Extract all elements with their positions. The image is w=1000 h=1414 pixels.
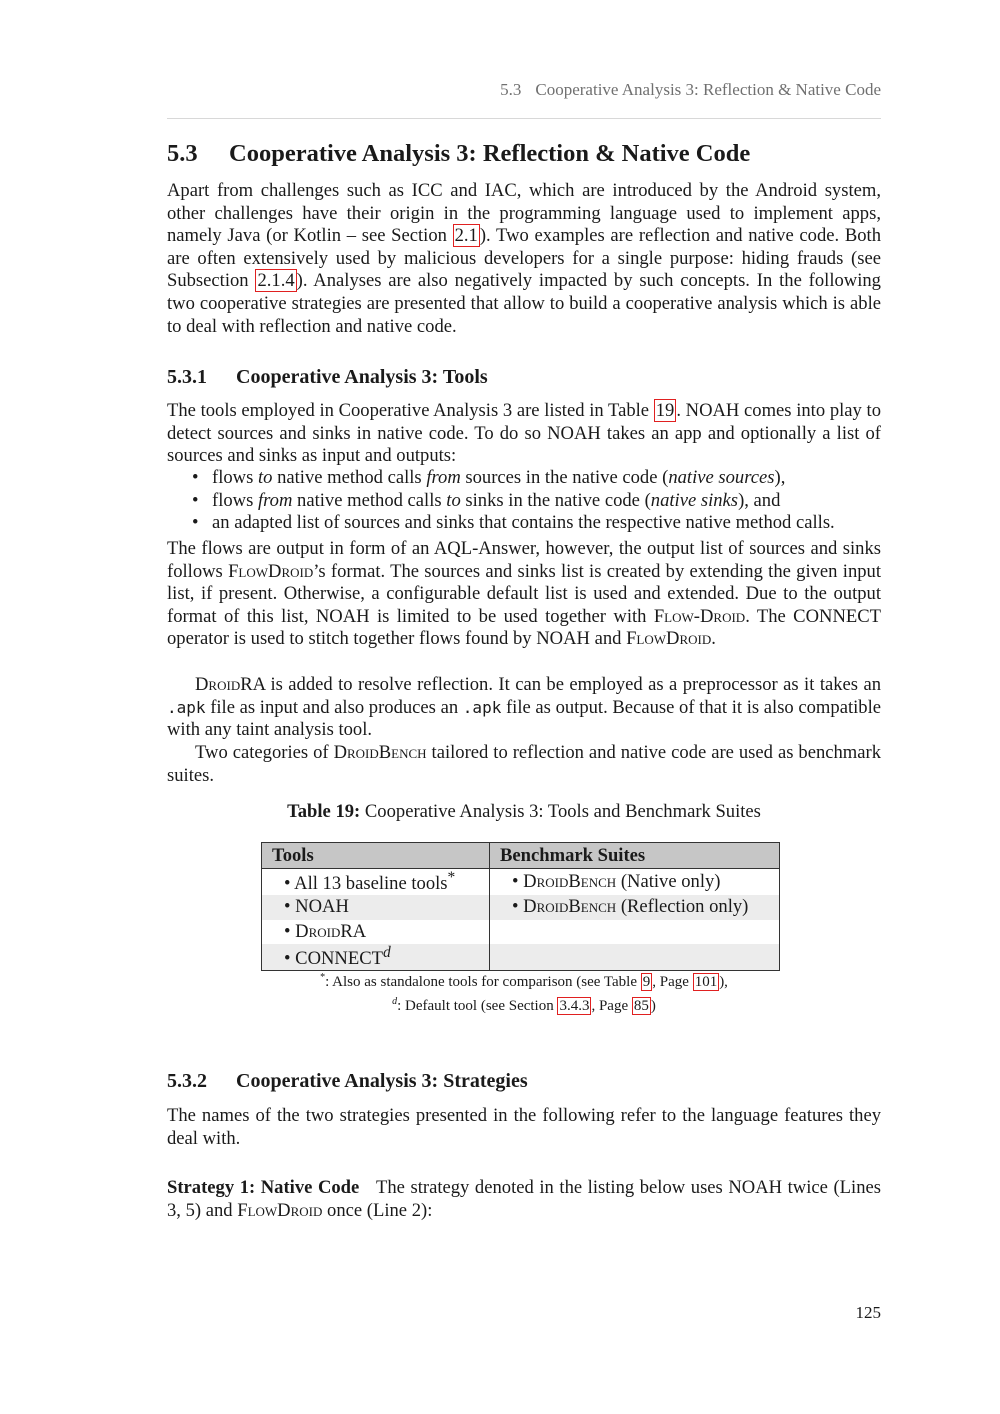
table-row: • NOAH • DroidBench (Reflection only) <box>262 895 780 920</box>
strategies-paragraph: The names of the two strategies presented in the following refer to the language features they deal with. <box>167 1105 881 1149</box>
strategy-1-label: Strategy 1: Native Code <box>167 1177 360 1198</box>
list-item: • an adapted list of sources and sinks that contains the respective native method calls. <box>167 512 881 535</box>
tools-table <box>261 842 780 971</box>
table-header-row <box>262 843 780 869</box>
table-row: • All 13 baseline tools* • DroidBench (Native only) <box>262 869 780 896</box>
page-ref-link[interactable]: 85 <box>633 998 649 1014</box>
page-number: 125 <box>855 1303 881 1322</box>
table-ref-link[interactable]: 9 <box>642 974 651 990</box>
section-title-text: Cooperative Analysis 3: Reflection & Native Code <box>229 140 751 167</box>
subsection-strategies-title: 5.3.2 Cooperative Analysis 3: Strategies <box>167 1070 528 1092</box>
running-header-title: Cooperative Analysis 3: Reflection & Native Code <box>535 80 881 99</box>
table-caption-text: Cooperative Analysis 3: Tools and Benchmark Suites <box>364 801 761 822</box>
table-header-tools: Tools <box>262 843 490 869</box>
tools-paragraph: The tools employed in Cooperative Analysis 3 are listed in Table 19 . NOAH comes into play to detect sources and sinks in native code. To do so NOAH takes an app and optionally a list of sources and sinks as input and outputs: <box>167 400 881 467</box>
page-ref-link[interactable]: 101 <box>694 974 718 990</box>
table-row: • DroidRA <box>262 920 780 945</box>
running-header <box>500 80 881 100</box>
table-caption <box>167 801 881 824</box>
table-ref-link[interactable]: 19 <box>655 400 675 421</box>
outputs-list <box>167 467 881 535</box>
section-ref-link[interactable]: 2.1 <box>454 225 478 247</box>
flows-paragraph: The flows are output in form of an AQL-Answer, however, the output list of sources and sinks follows FlowDroid’s format. The sources and sinks list is created by extending the given input list, if present. Otherwise, a configurable default list is used and extended. Due to the output format of this list, NOAH is limited to be used together with Flow-Droid. The CONNECT operator is used to stitch together flows found by NOAH and FlowDroid. <box>167 538 881 650</box>
droidra-paragraph: DroidRA is added to resolve reflection. It can be employed as a preprocessor as it takes an .apk file as input and also produces an .apk file as output. Because of that it is also compatible with any taint analysis tool. <box>167 674 881 741</box>
subsection-tools-title: 5.3.1 Cooperative Analysis 3: Tools <box>167 366 488 388</box>
table-caption-label: Table 19: <box>287 801 361 822</box>
section-number: 5.3 <box>167 140 198 167</box>
list-item: • flows from native method calls to sinks in the native code (native sinks), and <box>167 490 881 513</box>
table-header-benchmarks: Benchmark Suites <box>490 843 780 869</box>
header-rule <box>167 118 881 119</box>
intro-paragraph: Apart from challenges such as ICC and IAC, which are introduced by the Android system, other challenges have their origin in the programming language used to implement apps, namely Java (or Kotlin – see Section 2.1 ). Two examples are reflection and native code. Both are often extensively used by malicious developers for a single purpose: hiding frauds (see Subsection 2.1.4 ). Analyses are also negatively impacted by such concepts. In the following two cooperative strategies are presented that allow to build a cooperative analysis which is able to deal with reflection and native code. <box>167 180 881 337</box>
section-title <box>167 140 750 168</box>
running-header-number: 5.3 <box>500 80 522 99</box>
list-item: • flows to native method calls from sources in the native code (native sources), <box>167 467 881 490</box>
section-ref-link[interactable]: 3.4.3 <box>559 998 590 1014</box>
subsection-ref-link[interactable]: 2.1.4 <box>257 270 295 292</box>
table-row: • CONNECT$^d$ <box>262 944 780 971</box>
strategy-1-paragraph: Strategy 1: Native Code The strategy denoted in the listing below uses NOAH twice (Lines 3, 5) and FlowDroid once (Line 2): <box>167 1177 881 1221</box>
table-footnote-2: $^d$: Default tool (see Section 3.4.3 , Page 85 ) <box>392 996 656 1014</box>
table-footnote-1: *: Also as standalone tools for comparison (see Table 9 , Page 101 ), <box>320 972 728 990</box>
benchmark-paragraph: Two categories of DroidBench tailored to reflection and native code are used as benchmark suites. <box>167 742 881 786</box>
